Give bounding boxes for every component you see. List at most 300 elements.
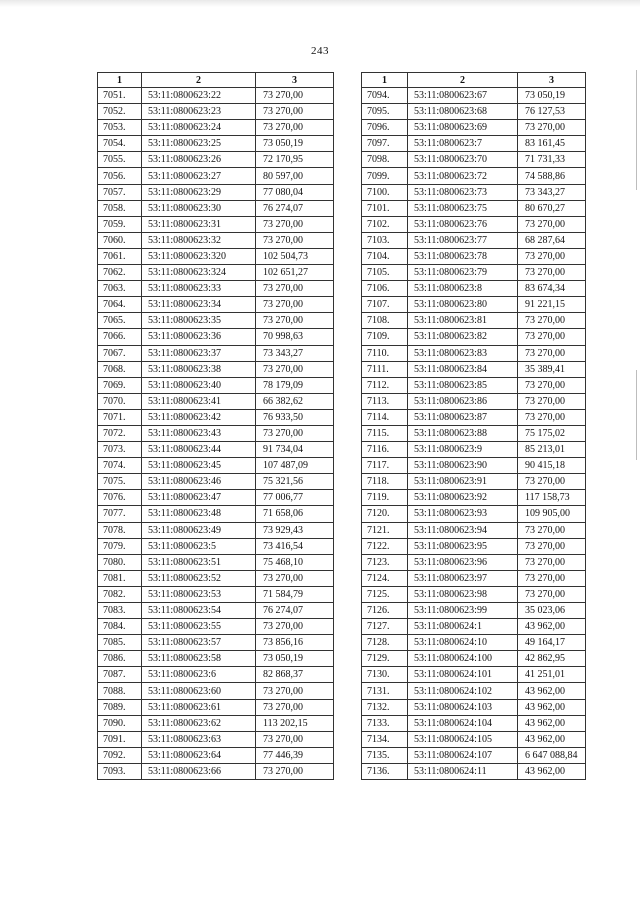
row-number: 7124. [362, 570, 408, 586]
row-number: 7106. [362, 281, 408, 297]
table-row [362, 635, 586, 651]
cadastral-value: 78 179,09 [256, 377, 334, 393]
cadastral-number: 53:11:0800623:86 [408, 393, 518, 409]
cadastral-value: 73 270,00 [256, 683, 334, 699]
table-row [98, 506, 334, 522]
row-number: 7080. [98, 554, 142, 570]
table-row [362, 731, 586, 747]
cadastral-value: 73 270,00 [256, 104, 334, 120]
cadastral-number: 53:11:0800623:26 [142, 152, 256, 168]
cadastral-number: 53:11:0800623:55 [142, 619, 256, 635]
cadastral-value: 43 962,00 [518, 731, 586, 747]
column-header-number: 1 [98, 73, 142, 88]
column-header-cadastral: 2 [408, 73, 518, 88]
row-number: 7118. [362, 474, 408, 490]
table-row [98, 377, 334, 393]
row-number: 7079. [98, 538, 142, 554]
cadastral-value: 83 674,34 [518, 281, 586, 297]
table-row [98, 635, 334, 651]
row-number: 7091. [98, 731, 142, 747]
cadastral-number: 53:11:0800624:105 [408, 731, 518, 747]
row-number: 7117. [362, 458, 408, 474]
row-number: 7058. [98, 200, 142, 216]
row-number: 7062. [98, 265, 142, 281]
table-row [362, 603, 586, 619]
row-number: 7063. [98, 281, 142, 297]
table-row [362, 297, 586, 313]
cadastral-number: 53:11:0800623:76 [408, 216, 518, 232]
table-row [362, 136, 586, 152]
cadastral-value: 73 856,16 [256, 635, 334, 651]
table-row [98, 361, 334, 377]
table-row [98, 216, 334, 232]
cadastral-value: 77 446,39 [256, 747, 334, 763]
row-number: 7057. [98, 184, 142, 200]
cadastral-value: 73 270,00 [256, 232, 334, 248]
cadastral-value: 73 270,00 [256, 313, 334, 329]
table-row [98, 232, 334, 248]
scan-margin-mark [636, 370, 637, 460]
cadastral-value: 73 270,00 [518, 120, 586, 136]
row-number: 7061. [98, 248, 142, 264]
table-row [98, 265, 334, 281]
cadastral-value: 73 270,00 [518, 393, 586, 409]
table-row [362, 619, 586, 635]
cadastral-number: 53:11:0800623:69 [408, 120, 518, 136]
table-row [362, 586, 586, 602]
cadastral-number: 53:11:0800623:75 [408, 200, 518, 216]
cadastral-number: 53:11:0800624:103 [408, 699, 518, 715]
cadastral-number: 53:11:0800623:47 [142, 490, 256, 506]
row-number: 7086. [98, 651, 142, 667]
cadastral-value: 6 647 088,84 [518, 747, 586, 763]
table-row [362, 345, 586, 361]
row-number: 7116. [362, 442, 408, 458]
table-row [362, 329, 586, 345]
table-row [362, 88, 586, 104]
row-number: 7087. [98, 667, 142, 683]
row-number: 7130. [362, 667, 408, 683]
table-row [98, 329, 334, 345]
cadastral-value: 73 343,27 [256, 345, 334, 361]
row-number: 7076. [98, 490, 142, 506]
page-number: 243 [311, 45, 329, 57]
table-row [362, 747, 586, 763]
table-row [98, 731, 334, 747]
cadastral-value: 71 658,06 [256, 506, 334, 522]
cadastral-number: 53:11:0800623:97 [408, 570, 518, 586]
table-row [362, 409, 586, 425]
cadastral-value: 35 389,41 [518, 361, 586, 377]
table-row [362, 651, 586, 667]
row-number: 7065. [98, 313, 142, 329]
cadastral-number: 53:11:0800623:5 [142, 538, 256, 554]
row-number: 7078. [98, 522, 142, 538]
table-row [362, 570, 586, 586]
cadastral-value: 71 584,79 [256, 586, 334, 602]
table-row [362, 699, 586, 715]
cadastral-value: 75 468,10 [256, 554, 334, 570]
table-row [98, 345, 334, 361]
row-number: 7070. [98, 393, 142, 409]
cadastral-value: 73 270,00 [518, 409, 586, 425]
cadastral-value: 102 504,73 [256, 248, 334, 264]
cadastral-value: 82 868,37 [256, 667, 334, 683]
cadastral-number: 53:11:0800623:70 [408, 152, 518, 168]
cadastral-number: 53:11:0800623:98 [408, 586, 518, 602]
cadastral-value: 117 158,73 [518, 490, 586, 506]
cadastral-value: 91 221,15 [518, 297, 586, 313]
table-row [362, 216, 586, 232]
cadastral-number: 53:11:0800623:95 [408, 538, 518, 554]
cadastral-number: 53:11:0800623:22 [142, 88, 256, 104]
row-number: 7083. [98, 603, 142, 619]
row-number: 7123. [362, 554, 408, 570]
row-number: 7094. [362, 88, 408, 104]
cadastral-number: 53:11:0800623:82 [408, 329, 518, 345]
cadastral-number: 53:11:0800623:34 [142, 297, 256, 313]
cadastral-number: 53:11:0800623:87 [408, 409, 518, 425]
register-table-left [97, 72, 334, 780]
cadastral-number: 53:11:0800623:30 [142, 200, 256, 216]
cadastral-number: 53:11:0800623:88 [408, 425, 518, 441]
row-number: 7100. [362, 184, 408, 200]
table-row [362, 425, 586, 441]
row-number: 7135. [362, 747, 408, 763]
row-number: 7102. [362, 216, 408, 232]
table-row [362, 361, 586, 377]
table-row [362, 538, 586, 554]
cadastral-value: 71 731,33 [518, 152, 586, 168]
table-row [98, 168, 334, 184]
table-row [362, 281, 586, 297]
cadastral-number: 53:11:0800623:77 [408, 232, 518, 248]
table-row [98, 522, 334, 538]
row-number: 7132. [362, 699, 408, 715]
row-number: 7075. [98, 474, 142, 490]
row-number: 7110. [362, 345, 408, 361]
cadastral-number: 53:11:0800624:100 [408, 651, 518, 667]
row-number: 7136. [362, 763, 408, 779]
cadastral-value: 73 050,19 [256, 136, 334, 152]
table-row [98, 184, 334, 200]
row-number: 7096. [362, 120, 408, 136]
cadastral-number: 53:11:0800623:53 [142, 586, 256, 602]
cadastral-number: 53:11:0800623:57 [142, 635, 256, 651]
cadastral-value: 102 651,27 [256, 265, 334, 281]
row-number: 7121. [362, 522, 408, 538]
row-number: 7127. [362, 619, 408, 635]
table-row [362, 522, 586, 538]
cadastral-number: 53:11:0800623:44 [142, 442, 256, 458]
row-number: 7098. [362, 152, 408, 168]
row-number: 7081. [98, 570, 142, 586]
table-row [362, 232, 586, 248]
cadastral-value: 74 588,86 [518, 168, 586, 184]
cadastral-value: 73 270,00 [518, 345, 586, 361]
cadastral-number: 53:11:0800623:324 [142, 265, 256, 281]
cadastral-value: 73 270,00 [518, 586, 586, 602]
table-row [362, 313, 586, 329]
cadastral-value: 73 270,00 [256, 425, 334, 441]
row-number: 7128. [362, 635, 408, 651]
row-number: 7056. [98, 168, 142, 184]
table-row [362, 554, 586, 570]
row-number: 7067. [98, 345, 142, 361]
cadastral-number: 53:11:0800623:33 [142, 281, 256, 297]
cadastral-number: 53:11:0800623:84 [408, 361, 518, 377]
cadastral-number: 53:11:0800624:104 [408, 715, 518, 731]
cadastral-number: 53:11:0800623:9 [408, 442, 518, 458]
cadastral-value: 43 962,00 [518, 699, 586, 715]
table-row [98, 393, 334, 409]
cadastral-number: 53:11:0800623:36 [142, 329, 256, 345]
table-row [362, 200, 586, 216]
cadastral-value: 80 597,00 [256, 168, 334, 184]
table-row [362, 763, 586, 779]
table-row [362, 490, 586, 506]
cadastral-number: 53:11:0800624:101 [408, 667, 518, 683]
cadastral-number: 53:11:0800623:42 [142, 409, 256, 425]
table-row [98, 458, 334, 474]
cadastral-value: 73 270,00 [256, 216, 334, 232]
cadastral-number: 53:11:0800623:73 [408, 184, 518, 200]
table-row [98, 104, 334, 120]
table-row [362, 458, 586, 474]
table-row [362, 120, 586, 136]
cadastral-value: 80 670,27 [518, 200, 586, 216]
cadastral-value: 109 905,00 [518, 506, 586, 522]
cadastral-number: 53:11:0800623:52 [142, 570, 256, 586]
cadastral-number: 53:11:0800623:68 [408, 104, 518, 120]
scan-edge [0, 0, 640, 7]
table-row [362, 506, 586, 522]
table-row [98, 570, 334, 586]
row-number: 7133. [362, 715, 408, 731]
cadastral-number: 53:11:0800623:91 [408, 474, 518, 490]
cadastral-number: 53:11:0800623:41 [142, 393, 256, 409]
cadastral-value: 73 270,00 [518, 474, 586, 490]
row-number: 7072. [98, 425, 142, 441]
cadastral-value: 73 270,00 [256, 88, 334, 104]
row-number: 7097. [362, 136, 408, 152]
table-row [98, 88, 334, 104]
row-number: 7068. [98, 361, 142, 377]
row-number: 7066. [98, 329, 142, 345]
row-number: 7126. [362, 603, 408, 619]
table-row [362, 683, 586, 699]
cadastral-value: 73 270,00 [256, 570, 334, 586]
table-row [98, 715, 334, 731]
table-row [98, 474, 334, 490]
cadastral-value: 66 382,62 [256, 393, 334, 409]
cadastral-value: 43 962,00 [518, 619, 586, 635]
cadastral-number: 53:11:0800624:102 [408, 683, 518, 699]
row-number: 7103. [362, 232, 408, 248]
cadastral-value: 70 998,63 [256, 329, 334, 345]
row-number: 7055. [98, 152, 142, 168]
cadastral-number: 53:11:0800624:1 [408, 619, 518, 635]
row-number: 7109. [362, 329, 408, 345]
row-number: 7099. [362, 168, 408, 184]
cadastral-number: 53:11:0800623:40 [142, 377, 256, 393]
cadastral-value: 72 170,95 [256, 152, 334, 168]
cadastral-value: 73 270,00 [256, 731, 334, 747]
cadastral-value: 107 487,09 [256, 458, 334, 474]
row-number: 7108. [362, 313, 408, 329]
row-number: 7107. [362, 297, 408, 313]
cadastral-value: 73 416,54 [256, 538, 334, 554]
table-row [98, 554, 334, 570]
table-row [98, 248, 334, 264]
cadastral-number: 53:11:0800624:107 [408, 747, 518, 763]
cadastral-number: 53:11:0800623:51 [142, 554, 256, 570]
row-number: 7120. [362, 506, 408, 522]
row-number: 7053. [98, 120, 142, 136]
table-row [98, 281, 334, 297]
table-row [98, 603, 334, 619]
cadastral-number: 53:11:0800623:96 [408, 554, 518, 570]
cadastral-number: 53:11:0800623:8 [408, 281, 518, 297]
cadastral-value: 85 213,01 [518, 442, 586, 458]
table-row [362, 474, 586, 490]
cadastral-value: 73 270,00 [518, 538, 586, 554]
header-row [362, 73, 586, 88]
cadastral-value: 73 270,00 [256, 699, 334, 715]
table-row [362, 184, 586, 200]
cadastral-value: 42 862,95 [518, 651, 586, 667]
table-row [362, 152, 586, 168]
table-row [362, 667, 586, 683]
table-row [98, 136, 334, 152]
table-row [362, 442, 586, 458]
cadastral-number: 53:11:0800623:60 [142, 683, 256, 699]
cadastral-value: 41 251,01 [518, 667, 586, 683]
register-table-right [361, 72, 586, 780]
row-number: 7125. [362, 586, 408, 602]
table-row [362, 104, 586, 120]
cadastral-value: 75 321,56 [256, 474, 334, 490]
table-row [98, 120, 334, 136]
table-row [98, 619, 334, 635]
cadastral-number: 53:11:0800623:99 [408, 603, 518, 619]
row-number: 7084. [98, 619, 142, 635]
row-number: 7085. [98, 635, 142, 651]
table-row [98, 442, 334, 458]
cadastral-value: 76 933,50 [256, 409, 334, 425]
row-number: 7095. [362, 104, 408, 120]
row-number: 7113. [362, 393, 408, 409]
row-number: 7089. [98, 699, 142, 715]
cadastral-number: 53:11:0800623:78 [408, 248, 518, 264]
cadastral-number: 53:11:0800623:320 [142, 248, 256, 264]
row-number: 7051. [98, 88, 142, 104]
row-number: 7111. [362, 361, 408, 377]
cadastral-number: 53:11:0800623:23 [142, 104, 256, 120]
table-row [362, 377, 586, 393]
row-number: 7064. [98, 297, 142, 313]
row-number: 7101. [362, 200, 408, 216]
table-row [98, 297, 334, 313]
table-row [98, 152, 334, 168]
cadastral-number: 53:11:0800623:54 [142, 603, 256, 619]
cadastral-number: 53:11:0800623:7 [408, 136, 518, 152]
table-row [98, 313, 334, 329]
cadastral-value: 43 962,00 [518, 715, 586, 731]
cadastral-value: 73 270,00 [518, 329, 586, 345]
cadastral-number: 53:11:0800623:83 [408, 345, 518, 361]
cadastral-value: 73 270,00 [518, 265, 586, 281]
row-number: 7060. [98, 232, 142, 248]
row-number: 7112. [362, 377, 408, 393]
cadastral-value: 68 287,64 [518, 232, 586, 248]
cadastral-value: 73 270,00 [518, 554, 586, 570]
cadastral-number: 53:11:0800623:58 [142, 651, 256, 667]
row-number: 7115. [362, 425, 408, 441]
cadastral-value: 76 274,07 [256, 603, 334, 619]
cadastral-number: 53:11:0800623:31 [142, 216, 256, 232]
cadastral-value: 73 270,00 [256, 281, 334, 297]
cadastral-value: 73 270,00 [518, 522, 586, 538]
cadastral-value: 77 080,04 [256, 184, 334, 200]
cadastral-value: 90 415,18 [518, 458, 586, 474]
cadastral-value: 73 270,00 [256, 297, 334, 313]
cadastral-value: 73 270,00 [518, 248, 586, 264]
cadastral-number: 53:11:0800623:66 [142, 763, 256, 779]
table-row [362, 715, 586, 731]
cadastral-number: 53:11:0800623:80 [408, 297, 518, 313]
cadastral-value: 73 270,00 [518, 216, 586, 232]
cadastral-number: 53:11:0800623:85 [408, 377, 518, 393]
cadastral-number: 53:11:0800623:49 [142, 522, 256, 538]
table-row [98, 683, 334, 699]
cadastral-number: 53:11:0800623:27 [142, 168, 256, 184]
cadastral-value: 35 023,06 [518, 603, 586, 619]
cadastral-value: 73 929,43 [256, 522, 334, 538]
cadastral-number: 53:11:0800623:67 [408, 88, 518, 104]
cadastral-value: 75 175,02 [518, 425, 586, 441]
cadastral-number: 53:11:0800623:32 [142, 232, 256, 248]
cadastral-number: 53:11:0800623:29 [142, 184, 256, 200]
cadastral-value: 77 006,77 [256, 490, 334, 506]
cadastral-number: 53:11:0800624:10 [408, 635, 518, 651]
cadastral-value: 73 343,27 [518, 184, 586, 200]
cadastral-value: 83 161,45 [518, 136, 586, 152]
table-row [98, 200, 334, 216]
cadastral-number: 53:11:0800623:24 [142, 120, 256, 136]
cadastral-value: 43 962,00 [518, 763, 586, 779]
cadastral-number: 53:11:0800623:72 [408, 168, 518, 184]
row-number: 7077. [98, 506, 142, 522]
row-number: 7105. [362, 265, 408, 281]
table-row [362, 393, 586, 409]
cadastral-value: 113 202,15 [256, 715, 334, 731]
cadastral-number: 53:11:0800623:48 [142, 506, 256, 522]
row-number: 7129. [362, 651, 408, 667]
cadastral-value: 73 270,00 [256, 361, 334, 377]
cadastral-number: 53:11:0800623:93 [408, 506, 518, 522]
cadastral-number: 53:11:0800623:63 [142, 731, 256, 747]
table-row [362, 248, 586, 264]
cadastral-value: 76 127,53 [518, 104, 586, 120]
cadastral-number: 53:11:0800623:79 [408, 265, 518, 281]
cadastral-number: 53:11:0800623:81 [408, 313, 518, 329]
cadastral-number: 53:11:0800623:46 [142, 474, 256, 490]
table-row [98, 651, 334, 667]
row-number: 7104. [362, 248, 408, 264]
header-row [98, 73, 334, 88]
row-number: 7082. [98, 586, 142, 602]
